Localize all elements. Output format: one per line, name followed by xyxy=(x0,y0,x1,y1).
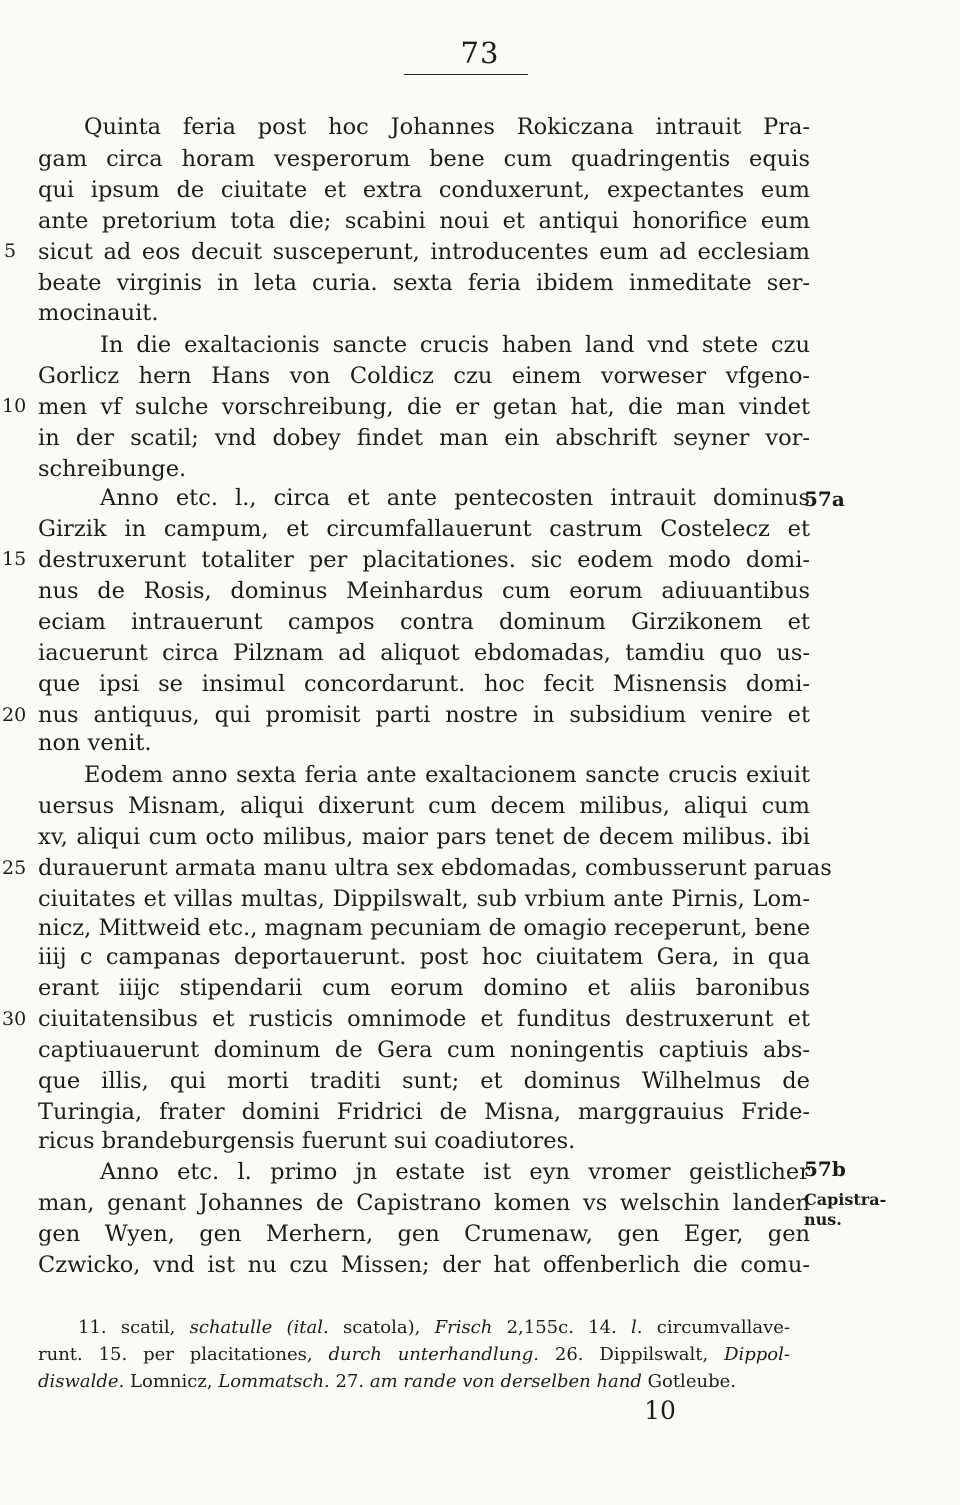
footnote-text: Lomnicz, xyxy=(124,1371,219,1392)
footnote-line xyxy=(38,1370,790,1394)
text-line: non venit. xyxy=(38,730,152,756)
footnote-line xyxy=(78,1316,790,1340)
line-number: 15 xyxy=(2,548,27,570)
text-line: nicz, Mittweid etc., magnam pecuniam de omagio receperunt, bene xyxy=(38,915,811,941)
footnote-italic-text: Lommatsch. xyxy=(218,1371,330,1392)
line-number: 10 xyxy=(2,395,27,417)
line-number: 5 xyxy=(4,240,17,262)
footnote-text: 26. Dippilswalt, xyxy=(539,1344,725,1365)
text-line: durauerunt armata manu ultra sex ebdomadas, combusserunt paruas xyxy=(38,855,832,881)
footnote-text: scatola), xyxy=(328,1317,435,1338)
text-line: xv, aliqui cum octo milibus, maior pars tenet de decem milibus. ibi xyxy=(38,824,810,850)
header-rule xyxy=(404,74,528,75)
text-line: iacuerunt circa Pilznam ad aliquot ebdomadas, tamdiu quo us- xyxy=(38,640,810,666)
line-number: 20 xyxy=(2,704,27,726)
text-line: Gorlicz hern Hans von Coldicz czu einem vorweser vfgeno- xyxy=(38,363,810,389)
text-line: beate virginis in leta curia. sexta feria ibidem inmeditate ser- xyxy=(38,270,810,296)
margin-note-subject: Capistra- xyxy=(804,1190,887,1209)
footnote-italic-text: l. xyxy=(631,1317,643,1338)
footnote-italic-text: schatulle (ital. xyxy=(189,1317,329,1338)
text-line: gam circa horam vesperorum bene cum quadringentis equis xyxy=(38,146,810,172)
margin-note-folio: 57b xyxy=(804,1157,846,1181)
footnote-italic-text: durch unterhandlung. xyxy=(328,1344,540,1365)
text-line: erant iiijc stipendarii cum eorum domino et aliis baronibus xyxy=(38,975,810,1001)
text-line: sicut ad eos decuit susceperunt, introducentes eum ad ecclesiam xyxy=(38,239,810,265)
text-line: Anno etc. l., circa et ante pentecosten intrauit dominus xyxy=(100,485,810,511)
text-line: gen Wyen, gen Merhern, gen Crumenaw, gen Eger, gen xyxy=(38,1221,810,1247)
text-line: ciuitates et villas multas, Dippilswalt, sub vrbium ante Pirnis, Lom- xyxy=(38,886,810,912)
text-line: ricus brandeburgensis fuerunt sui coadiutores. xyxy=(38,1128,576,1154)
margin-note-folio: 57a xyxy=(804,487,845,511)
footnote-text: Gotleube. xyxy=(641,1371,736,1392)
footnote-italic-text: am rande von derselben hand xyxy=(369,1371,642,1392)
footnote-text: 27. xyxy=(329,1371,370,1392)
text-line: Eodem anno sexta feria ante exaltacionem sancte crucis exiuit xyxy=(84,762,810,788)
line-number: 30 xyxy=(2,1008,27,1030)
text-line: ciuitatensibus et rusticis omnimode et funditus destruxerunt et xyxy=(38,1006,810,1032)
text-line: Turingia, frater domini Fridrici de Misna, marggrauius Fride- xyxy=(38,1099,810,1125)
footnote-text: 11. scatil, xyxy=(78,1317,190,1338)
text-line: In die exaltacionis sancte crucis haben land vnd stete czu xyxy=(100,332,810,358)
text-line: qui ipsum de ciuitate et extra conduxerunt, expectantes eum xyxy=(38,177,810,203)
text-line: schreibunge. xyxy=(38,456,187,482)
text-line: que ipsi se insimul concordarunt. hoc fecit Misnensis domi- xyxy=(38,671,810,697)
text-line: in der scatil; vnd dobey findet man ein abschrift seyner vor- xyxy=(38,425,810,451)
text-line: Anno etc. l. primo jn estate ist eyn vromer geistlicher xyxy=(100,1159,810,1185)
line-number: 25 xyxy=(2,857,27,879)
text-line: Quinta feria post hoc Johannes Rokiczana intrauit Pra- xyxy=(84,114,810,140)
text-line: Czwicko, vnd ist nu czu Missen; der hat offenberlich die comu- xyxy=(38,1252,810,1278)
text-line: iiij c campanas deportauerunt. post hoc ciuitatem Gera, in qua xyxy=(38,944,810,970)
signature-mark: 10 xyxy=(644,1396,676,1425)
footnote-italic-text: Frisch xyxy=(434,1317,493,1338)
text-line: que illis, qui morti traditi sunt; et dominus Wilhelmus de xyxy=(38,1068,810,1094)
footnote-text: runt. 15. per placitationes, xyxy=(38,1344,329,1365)
footnote-text: circumvallave- xyxy=(642,1317,791,1338)
text-line: ante pretorium tota die; scabini noui et antiqui honorifice eum xyxy=(38,208,810,234)
text-line: nus de Rosis, dominus Meinhardus cum eorum adiuuantibus xyxy=(38,578,810,604)
text-line: nus antiquus, qui promisit parti nostre in subsidium venire et xyxy=(38,702,810,728)
text-line: mocinauit. xyxy=(38,300,159,326)
text-line: eciam intrauerunt campos contra dominum Girzikonem et xyxy=(38,609,810,635)
text-line: uersus Misnam, aliqui dixerunt cum decem milibus, aliqui cum xyxy=(38,793,810,819)
footnote-line xyxy=(38,1343,790,1367)
footnote-italic-text: diswalde. xyxy=(38,1371,125,1392)
margin-note-subject: nus. xyxy=(804,1210,842,1229)
text-line: destruxerunt totaliter per placitationes. sic eodem modo domi- xyxy=(38,547,810,573)
text-line: men vf sulche vorschreibung, die er getan hat, die man vindet xyxy=(38,394,810,420)
footnote-italic-text: Dippol- xyxy=(724,1344,790,1365)
page-number: 73 xyxy=(460,36,500,70)
text-line: Girzik in campum, et circumfallauerunt castrum Costelecz et xyxy=(38,516,810,542)
text-line: man, genant Johannes de Capistrano komen vs welschin landen xyxy=(38,1190,810,1216)
text-line: captiuauerunt dominum de Gera cum noningentis captiuis abs- xyxy=(38,1037,810,1063)
footnote-text: 2,155c. 14. xyxy=(492,1317,632,1338)
